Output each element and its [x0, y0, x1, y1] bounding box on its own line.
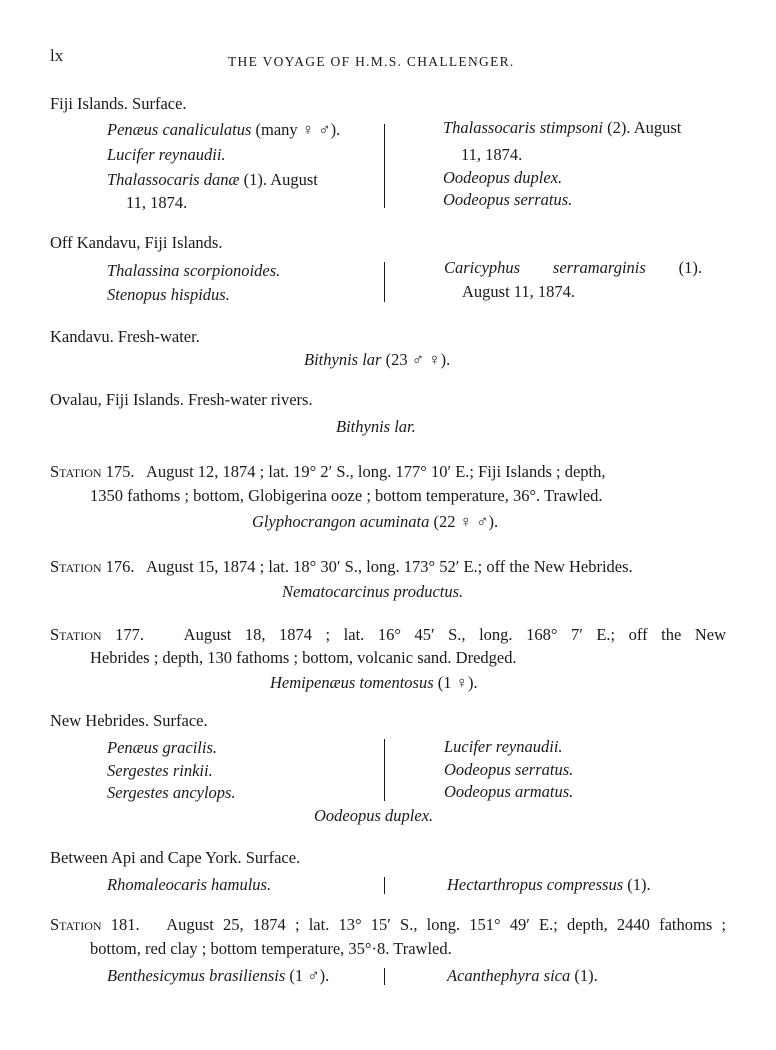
taxon-entry: Nematocarcinus productus.	[282, 582, 464, 601]
station-line: Hebrides ; depth, 130 fathoms ; bottom, volcanic sand. Dredged.	[90, 648, 517, 667]
page-number: lx	[50, 46, 64, 65]
taxon-entry-cont: August 11, 1874.	[462, 282, 576, 301]
taxon-entry: Oodeopus serratus.	[444, 760, 574, 779]
running-title: THE VOYAGE OF H.M.S. CHALLENGER.	[228, 54, 515, 69]
section-heading-off-kandavu: Off Kandavu, Fiji Islands.	[50, 233, 223, 252]
taxon-entry: Penæus gracilis.	[107, 738, 217, 757]
station-line: bottom, red clay ; bottom temperature, 35°·8. Trawled.	[90, 939, 452, 958]
taxon-entry: Oodeopus armatus.	[444, 782, 574, 801]
taxon-entry-cont: 11, 1874.	[461, 145, 523, 164]
taxon-entry: Acanthephyra sica (1).	[447, 966, 598, 985]
column-divider	[384, 968, 385, 985]
section-heading-ovalau: Ovalau, Fiji Islands. Fresh-water rivers.	[50, 390, 313, 409]
taxon-entry: Hectarthropus compressus (1).	[447, 875, 651, 894]
taxon-entry: Thalassocaris stimpsoni (2). August	[443, 118, 682, 137]
taxon-entry: Benthesicymus brasiliensis (1 ♂).	[107, 966, 330, 985]
section-heading-new-hebrides: New Hebrides. Surface.	[50, 711, 208, 730]
taxon-entry: Stenopus hispidus.	[107, 285, 230, 304]
taxon-entry: Thalassocaris danæ (1). August	[107, 170, 318, 189]
section-heading-fiji-surface: Fiji Islands. Surface.	[50, 94, 187, 113]
station-entry-177: Station 177. August 18, 1874 ; lat. 16° 45′ S., long. 168° 7′ E.; off the New	[50, 625, 726, 644]
taxon-entry: Glyphocrangon acuminata (22 ♀ ♂).	[252, 512, 499, 531]
column-divider	[384, 262, 385, 302]
column-divider	[384, 739, 385, 801]
station-entry-181: Station 181. August 25, 1874 ; lat. 13° 15′ S., long. 151° 49′ E.; depth, 2440 fathoms ;	[50, 915, 727, 934]
taxon-entry: Penæus canaliculatus (many ♀ ♂).	[107, 120, 341, 139]
taxon-entry: Sergestes ancylops.	[107, 783, 236, 802]
taxon-entry-cont: 11, 1874.	[126, 193, 188, 212]
taxon-entry: Bithynis lar.	[336, 417, 416, 436]
station-entry-175: Station 175. August 12, 1874 ; lat. 19° 2′ S., long. 177° 10′ E.; Fiji Islands ; depth,	[50, 462, 606, 481]
section-heading-api-cape-york: Between Api and Cape York. Surface.	[50, 848, 301, 867]
taxon-entry: Sergestes rinkii.	[107, 761, 213, 780]
taxon-entry: Oodeopus duplex.	[443, 168, 563, 187]
taxon-entry: Rhomaleocaris hamulus.	[107, 875, 272, 894]
taxon-entry: Bithynis lar (23 ♂ ♀).	[304, 350, 451, 369]
station-line: 1350 fathoms ; bottom, Globigerina ooze ; bottom temperature, 36°. Trawled.	[90, 486, 603, 505]
section-heading-kandavu-fresh: Kandavu. Fresh-water.	[50, 327, 200, 346]
station-entry-176: Station 176. August 15, 1874 ; lat. 18° 30′ S., long. 173° 52′ E.; off the New Hebrides.	[50, 557, 633, 576]
taxon-entry: Oodeopus serratus.	[443, 190, 573, 209]
column-divider	[384, 124, 385, 208]
taxon-entry: Oodeopus duplex.	[314, 806, 434, 825]
taxon-entry: Hemipenæus tomentosus (1 ♀).	[270, 673, 478, 692]
taxon-entry: Lucifer reynaudii.	[444, 737, 563, 756]
column-divider	[384, 877, 385, 894]
taxon-entry: Caricyphus serramarginis (1).	[444, 258, 702, 277]
taxon-entry: Lucifer reynaudii.	[107, 145, 226, 164]
taxon-entry: Thalassina scorpionoides.	[107, 261, 281, 280]
